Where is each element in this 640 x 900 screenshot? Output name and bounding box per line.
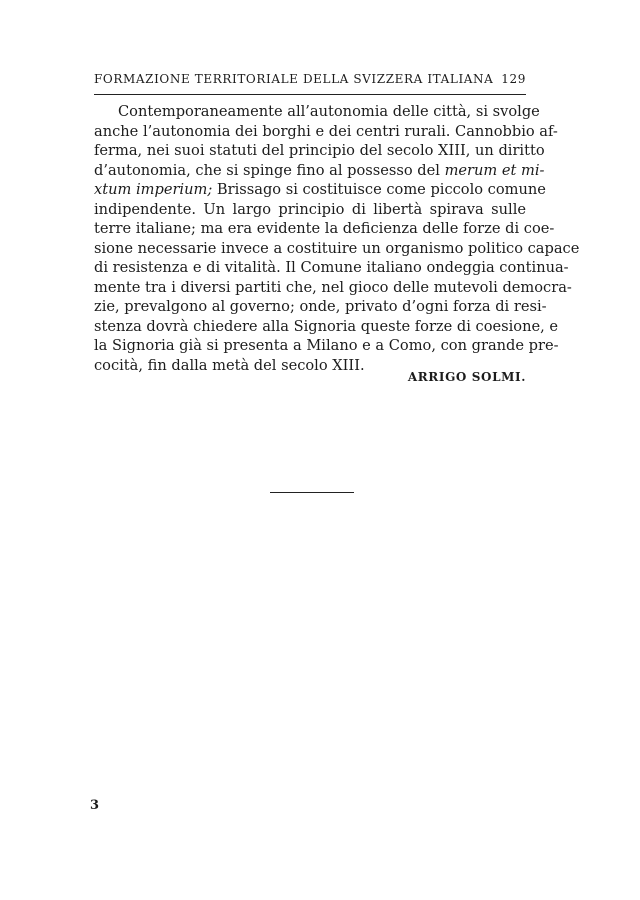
- text-line: sione necessarie invece a costituire un organismo politico capace: [94, 239, 580, 257]
- text-line: stenza dovrà chiedere alla Signoria queste forze di coesione, e: [94, 317, 559, 335]
- text-line: mente tra i diversi partiti che, nel gioco delle mutevoli democra-: [94, 278, 572, 296]
- signature-mark: 3: [90, 798, 100, 813]
- author-signature: ARRIGO SOLMI.: [407, 370, 526, 384]
- text-line: indipendente. Un largo principio di libertà spirava sulle: [94, 200, 526, 218]
- text-line: anche l’autonomia dei borghi e dei centri rurali. Cannobbio af-: [94, 122, 558, 140]
- running-head: [94, 72, 526, 86]
- text-line: zie, prevalgono al governo; onde, privato d’ogni forza di resi-: [94, 298, 547, 315]
- text-line: terre italiane; ma era evidente la deficienza delle forze di coe-: [94, 220, 555, 237]
- text-line: Contemporaneamente all’autonomia delle città, si svolge: [118, 103, 540, 120]
- text-line: ferma, nei suoi statuti del principio del secolo XIII, un diritto: [94, 142, 545, 159]
- text-segment: Brissago si costituisce come piccolo comune: [212, 181, 546, 198]
- text-line: di resistenza e di vitalità. Il Comune italiano ondeggia continua-: [94, 259, 569, 276]
- text-line: cocità, fin dalla metà del secolo XIII.: [94, 356, 365, 374]
- text-line: [94, 161, 545, 181]
- running-title: FORMAZIONE TERRITORIALE DELLA SVIZZERA ITALIANA: [94, 72, 494, 86]
- header-rule: [94, 94, 526, 95]
- text-segment: d’autonomia, che si spinge fino al possesso del: [94, 161, 445, 179]
- italic-phrase: xtum imperium;: [94, 181, 213, 198]
- end-rule: [270, 492, 354, 493]
- page-number: 129: [501, 72, 526, 86]
- text-line: la Signoria già si presenta a Milano e a Como, con grande pre-: [94, 337, 559, 354]
- text-line: [94, 180, 546, 200]
- body-paragraph: [94, 102, 580, 375]
- italic-phrase: merum et mi-: [444, 161, 545, 179]
